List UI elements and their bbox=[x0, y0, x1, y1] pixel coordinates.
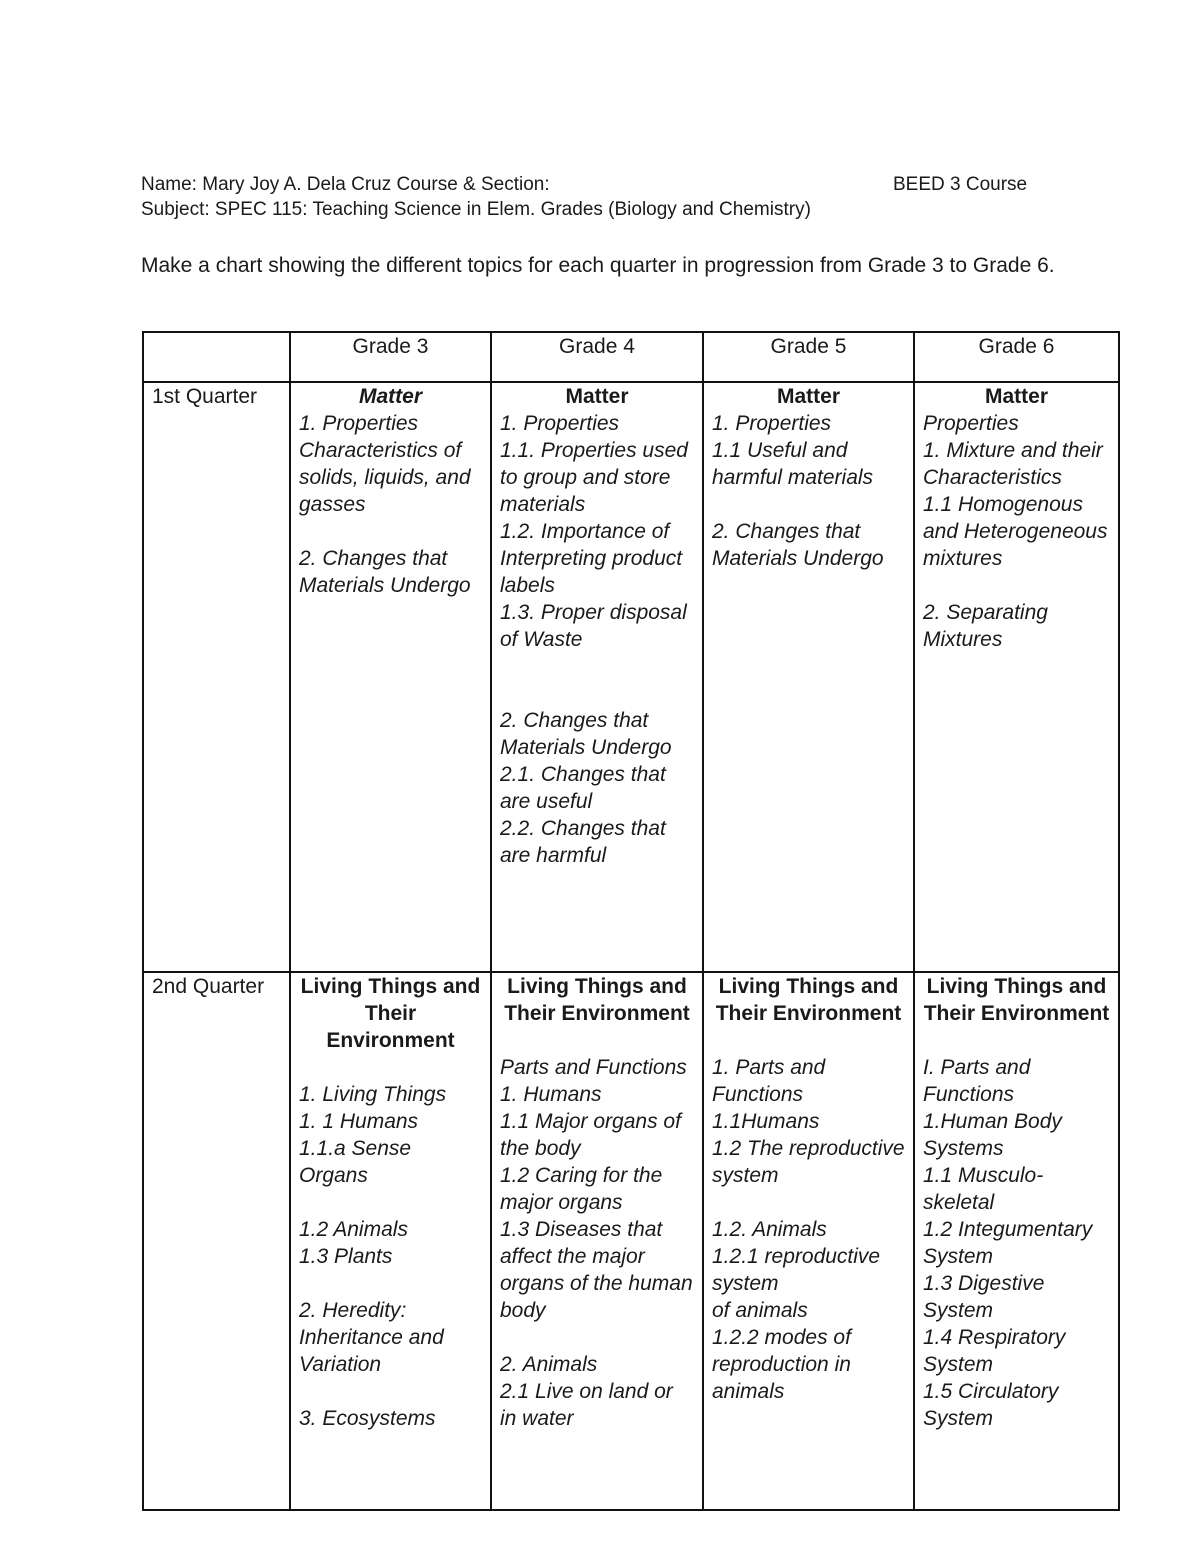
topic-item: 1.2 The reproductive system bbox=[712, 1137, 905, 1187]
table-row-2nd-quarter bbox=[143, 972, 1119, 1510]
topic-item: 1.2 Animals bbox=[299, 1218, 408, 1241]
spacer bbox=[500, 653, 694, 707]
topic-item: 1. Parts and Functions bbox=[712, 1056, 826, 1106]
topic-item: 1.4 Respiratory System bbox=[923, 1326, 1066, 1376]
topic-item: 1. Properties bbox=[299, 412, 419, 435]
cell-q1-grade-6 bbox=[914, 382, 1119, 972]
topic-item: 2. Changes that Materials Undergo bbox=[299, 547, 471, 597]
topic-item: of animals bbox=[712, 1299, 808, 1322]
topic-title: Living Things and Their Environment bbox=[923, 975, 1110, 1025]
row-label-1st-quarter: 1st Quarter bbox=[143, 382, 290, 972]
cell-q1-grade-3 bbox=[290, 382, 491, 972]
topic-item: Properties bbox=[923, 412, 1019, 435]
topic-item: 1.1.a Sense Organs bbox=[299, 1137, 412, 1187]
topic-item: 1.1 Homogenous and Heterogeneous mixtures bbox=[923, 493, 1108, 570]
topic-item: 3. Ecosystems bbox=[299, 1407, 436, 1430]
topic-item: 1.5 Circulatory System bbox=[923, 1380, 1059, 1430]
topic-title: Living Things and Their Environment bbox=[504, 975, 690, 1025]
topic-item: 1.1Humans bbox=[712, 1110, 820, 1133]
table-header-row bbox=[143, 332, 1119, 382]
column-header-grade-3: Grade 3 bbox=[290, 332, 491, 382]
topic-item: 1.3 Diseases that affect the major organs of the human body bbox=[500, 1218, 693, 1322]
section-value: BEED 3 Course bbox=[893, 174, 1028, 195]
cell-q2-grade-6 bbox=[914, 972, 1119, 1510]
topic-item: 1. 1 Humans bbox=[299, 1110, 419, 1133]
corner-cell bbox=[143, 332, 290, 382]
topic-title: Matter bbox=[565, 385, 629, 408]
spacer bbox=[712, 491, 905, 518]
name-line bbox=[141, 172, 1061, 197]
topic-item: 1.2. Animals bbox=[712, 1218, 827, 1241]
topic-title: Matter bbox=[984, 385, 1048, 408]
column-header-grade-5: Grade 5 bbox=[703, 332, 914, 382]
spacer bbox=[299, 1054, 482, 1081]
topic-item: 2. Changes that Materials Undergo bbox=[500, 709, 672, 759]
topic-title: Matter bbox=[776, 385, 840, 408]
topic-item: 1.1 Major organs of the body bbox=[500, 1110, 681, 1160]
topic-item: 2. Separating Mixtures bbox=[923, 601, 1048, 651]
topic-title: Matter bbox=[358, 385, 422, 408]
spacer bbox=[923, 1027, 1110, 1054]
topic-item: 1.2.2 modes of reproduction in animals bbox=[712, 1326, 851, 1403]
spacer bbox=[299, 1270, 482, 1297]
column-header-grade-6: Grade 6 bbox=[914, 332, 1119, 382]
subject-line: Subject: SPEC 115: Teaching Science in Elem. Grades (Biology and Chemistry) bbox=[141, 199, 811, 220]
topic-item: 1.2 Caring for the major organs bbox=[500, 1164, 663, 1214]
topic-title: Living Things and Their Environment bbox=[715, 975, 902, 1025]
topic-title: Living Things and Their Environment bbox=[300, 975, 481, 1052]
spacer bbox=[712, 1189, 905, 1216]
topic-item: Parts and Functions bbox=[500, 1056, 687, 1079]
topic-item: 1. Properties bbox=[500, 412, 620, 435]
spacer bbox=[712, 1027, 905, 1054]
topic-item: 1.1 Useful and harmful materials bbox=[712, 439, 874, 489]
topic-item: 2. Animals bbox=[500, 1353, 598, 1376]
cell-q2-grade-5 bbox=[703, 972, 914, 1510]
spacer bbox=[299, 1189, 482, 1216]
topic-item: 1.Human Body Systems bbox=[923, 1110, 1062, 1160]
topic-item: Characteristics of solids, liquids, and gasses bbox=[299, 439, 471, 516]
topic-item: I. Parts and Functions bbox=[923, 1056, 1031, 1106]
cell-q1-grade-4 bbox=[491, 382, 703, 972]
cell-q2-grade-3 bbox=[290, 972, 491, 1510]
topic-item: 1.2.1 reproductive system bbox=[712, 1245, 881, 1295]
row-label-2nd-quarter: 2nd Quarter bbox=[143, 972, 290, 1510]
topic-item: 1.2 Integumentary System bbox=[923, 1218, 1093, 1268]
cell-q2-grade-4 bbox=[491, 972, 703, 1510]
spacer bbox=[299, 518, 482, 545]
document-header bbox=[141, 172, 1061, 222]
spacer bbox=[500, 1324, 694, 1351]
topic-item: 1.1 Musculo-skeletal bbox=[923, 1164, 1044, 1214]
topics-table bbox=[142, 331, 1120, 1511]
topic-item: 2.1 Live on land or in water bbox=[500, 1380, 673, 1430]
topic-item: 1.1. Properties used to group and store materials bbox=[500, 439, 688, 516]
topic-item: 2. Changes that Materials Undergo bbox=[712, 520, 884, 570]
topic-item: 1. Living Things bbox=[299, 1083, 447, 1106]
topic-item: 1. Properties bbox=[712, 412, 832, 435]
column-header-grade-4: Grade 4 bbox=[491, 332, 703, 382]
topic-item: 2.2. Changes that are harmful bbox=[500, 817, 666, 867]
topic-item: 1. Mixture and their Characteristics bbox=[923, 439, 1103, 489]
name-and-section: Name: Mary Joy A. Dela Cruz Course & Section: bbox=[141, 174, 550, 195]
table-row-1st-quarter bbox=[143, 382, 1119, 972]
spacer bbox=[500, 1027, 694, 1054]
spacer bbox=[299, 1378, 482, 1405]
topic-item: 2. Heredity: Inheritance and Variation bbox=[299, 1299, 444, 1376]
topic-item: 1. Humans bbox=[500, 1083, 602, 1106]
topic-item: 1.2. Importance of Interpreting product labels bbox=[500, 520, 683, 597]
cell-q1-grade-5 bbox=[703, 382, 914, 972]
spacer bbox=[923, 572, 1110, 599]
topic-item: 2.1. Changes that are useful bbox=[500, 763, 666, 813]
topic-item: 1.3 Plants bbox=[299, 1245, 393, 1268]
topic-item: 1.3 Digestive System bbox=[923, 1272, 1045, 1322]
instruction-text: Make a chart showing the different topics for each quarter in progression from Grade 3 to Grade 6. bbox=[141, 254, 1055, 277]
topic-item: 1.3. Proper disposal of Waste bbox=[500, 601, 687, 651]
